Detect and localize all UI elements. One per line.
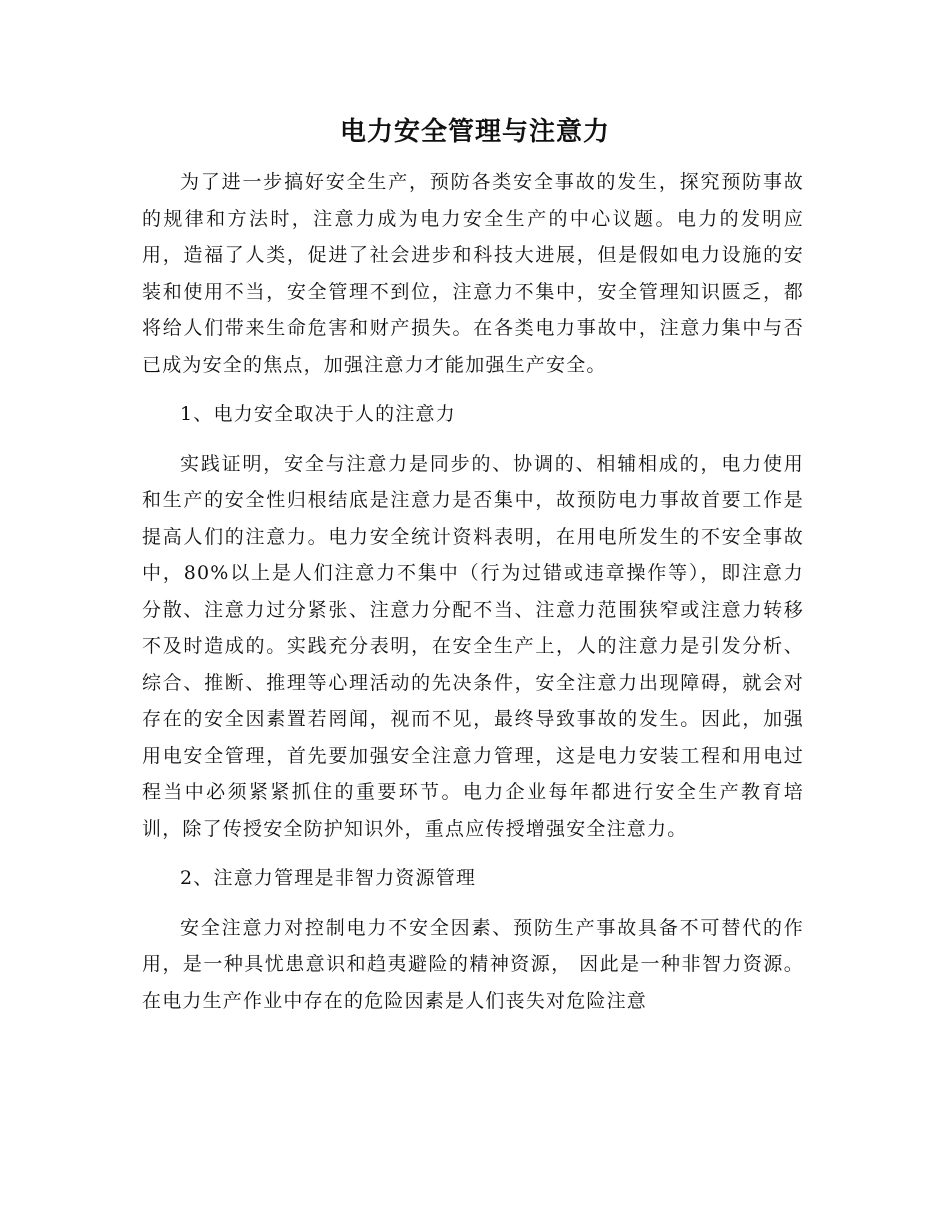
paragraph-section-2: 安全注意力对控制电力不安全因素、预防生产事故具备不可替代的作用，是一种具忧患意识和趋夷避险的精神资源， 因此是一种非智力资源。在电力生产作业中存在的危险因素是人们丧失对危险注意 <box>142 916 804 1012</box>
section-heading-2: 2、注意力管理是非智力资源管理 <box>180 867 477 889</box>
paragraph-intro: 为了进一步搞好安全生产，预防各类安全事故的发生，探究预防事故的规律和方法时，注意力成为电力安全生产的中心议题。电力的发明应用，造福了人类，促进了社会进步和科技大进展，但是假如电力设施的安装和使用不当，安全管理不到位，注意力不集中，安全管理知识匮乏，都将给人们带来生命危害和财产损失。在各类电力事故中，注意力集中与否已成为安全的焦点，加强注意力才能加强生产安全。 <box>142 171 804 376</box>
section-heading-1: 1、电力安全取决于人的注意力 <box>180 403 456 425</box>
paragraph-section-1: 实践证明，安全与注意力是同步的、协调的、相辅相成的，电力使用和生产的安全性归根结底是注意力是否集中，故预防电力事故首要工作是提高人们的注意力。电力安全统计资料表明，在用电所发生的不安全事故中，80%以上是人们注意力不集中（行为过错或违章操作等），即注意力分散、注意力过分紧张、注意力分配不当、注意力范围狭窄或注意力转移不及时造成的。实践充分表明，在安全生产上，人的注意力是引发分析、综合、推断、推理等心理活动的先决条件，安全注意力出现障碍，就会对存在的安全因素置若罔闻，视而不见，最终导致事故的发生。因此，加强用电安全管理，首先要加强安全注意力管理，这是电力安装工程和用电过程当中必须紧紧抓住的重要环节。电力企业每年都进行安全生产教育培训，除了传授安全防护知识外，重点应传授增强安全注意力。 <box>142 452 804 840</box>
document-body <box>142 164 804 1032</box>
document-title: 电力安全管理与注意力 <box>339 117 610 147</box>
